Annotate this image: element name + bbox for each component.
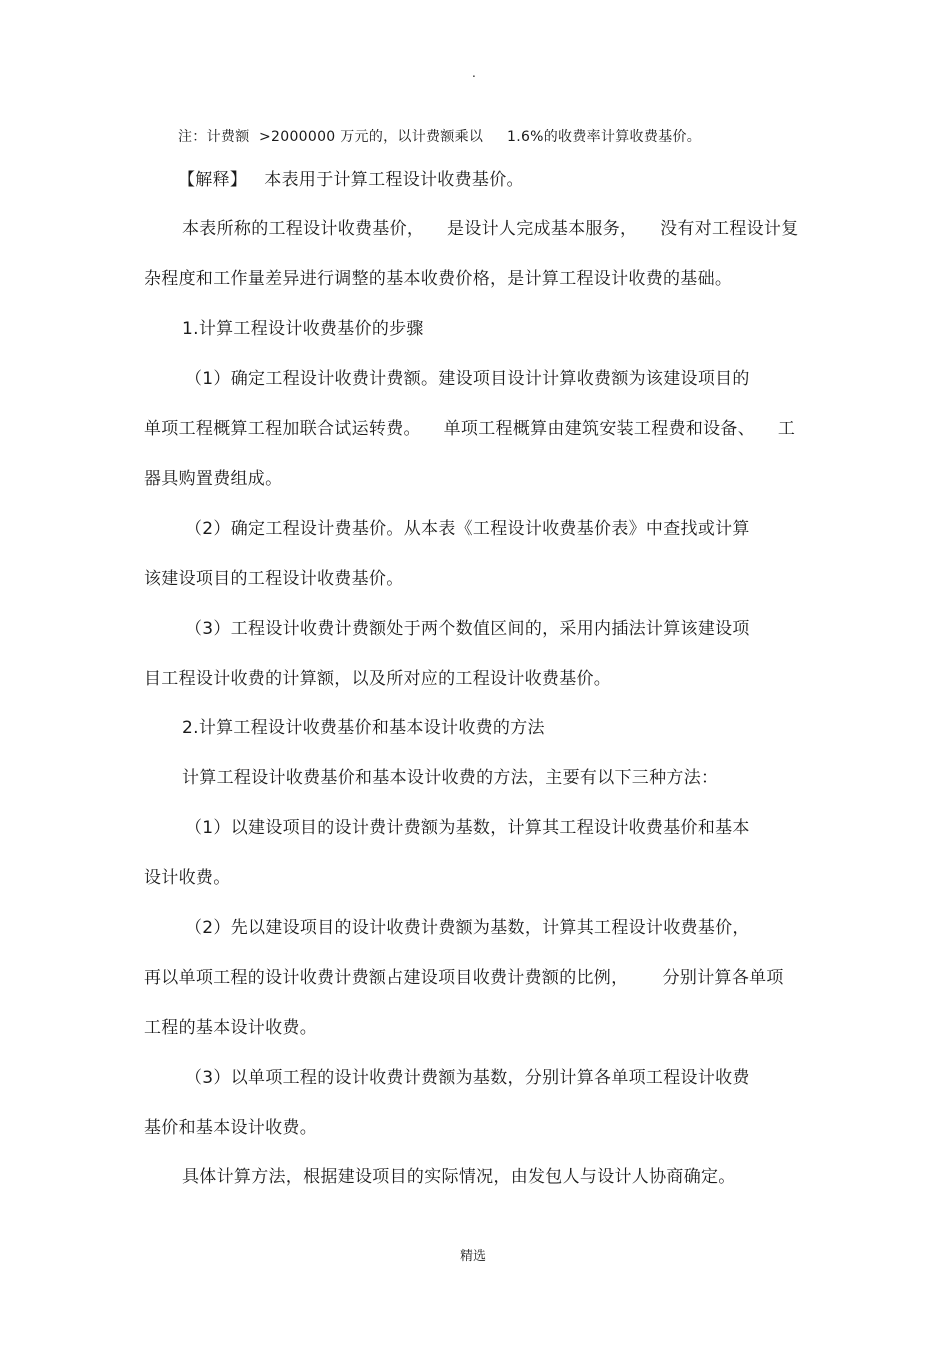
paragraph-1-line-1: 本表所称的工程设计收费基价， 是设计人完成基本服务， 没有对工程设计复 xyxy=(182,219,799,239)
method-2-line-3: 工程的基本设计收费。 xyxy=(144,1018,317,1038)
paragraph-1-line-2: 杂程度和工作量差异进行调整的基本收费价格，是计算工程设计收费的基础。 xyxy=(144,269,733,289)
header-mark: . xyxy=(472,66,476,80)
step-1-line-2: 单项工程概算工程加联合试运转费。 单项工程概算由建筑安装工程费和设备、 工 xyxy=(144,419,796,439)
section-1-title: 1.计算工程设计收费基价的步骤 xyxy=(182,319,424,339)
section-2-intro: 计算工程设计收费基价和基本设计收费的方法，主要有以下三种方法： xyxy=(182,768,719,788)
explanation-heading: 【解释】 本表用于计算工程设计收费基价。 xyxy=(178,170,524,190)
page-footer: 精选 xyxy=(460,1249,487,1264)
step-1-line-3: 器具购置费组成。 xyxy=(144,469,283,489)
method-2-line-1: （2）先以建设项目的设计收费计费额为基数，计算其工程设计收费基价， xyxy=(185,918,750,938)
step-2-line-2: 该建设项目的工程设计收费基价。 xyxy=(144,569,404,589)
method-1-line-2: 设计收费。 xyxy=(144,868,231,888)
section-2-title: 2.计算工程设计收费基价和基本设计收费的方法 xyxy=(182,718,545,738)
closing-paragraph: 具体计算方法，根据建设项目的实际情况，由发包人与设计人协商确定。 xyxy=(182,1167,736,1187)
method-3-line-2: 基价和基本设计收费。 xyxy=(144,1118,317,1138)
method-2-line-2: 再以单项工程的设计收费计费额占建设项目收费计费额的比例， 分别计算各单项 xyxy=(144,968,784,988)
note-text: 注：计费额 >2000000 万元的，以计费额乘以 1.6%的收费率计算收费基价。 xyxy=(178,129,702,145)
method-1-line-1: （1）以建设项目的设计费计费额为基数，计算其工程设计收费基价和基本 xyxy=(185,818,750,838)
step-1-line-1: （1）确定工程设计收费计费额。建设项目设计计算收费额为该建设项目的 xyxy=(185,369,750,389)
step-2-line-1: （2）确定工程设计费基价。从本表《工程设计收费基价表》中查找或计算 xyxy=(185,519,750,539)
step-3-line-2: 目工程设计收费的计算额，以及所对应的工程设计收费基价。 xyxy=(144,669,612,689)
step-3-line-1: （3）工程设计收费计费额处于两个数值区间的，采用内插法计算该建设项 xyxy=(185,619,750,639)
method-3-line-1: （3）以单项工程的设计收费计费额为基数，分别计算各单项工程设计收费 xyxy=(185,1068,750,1088)
